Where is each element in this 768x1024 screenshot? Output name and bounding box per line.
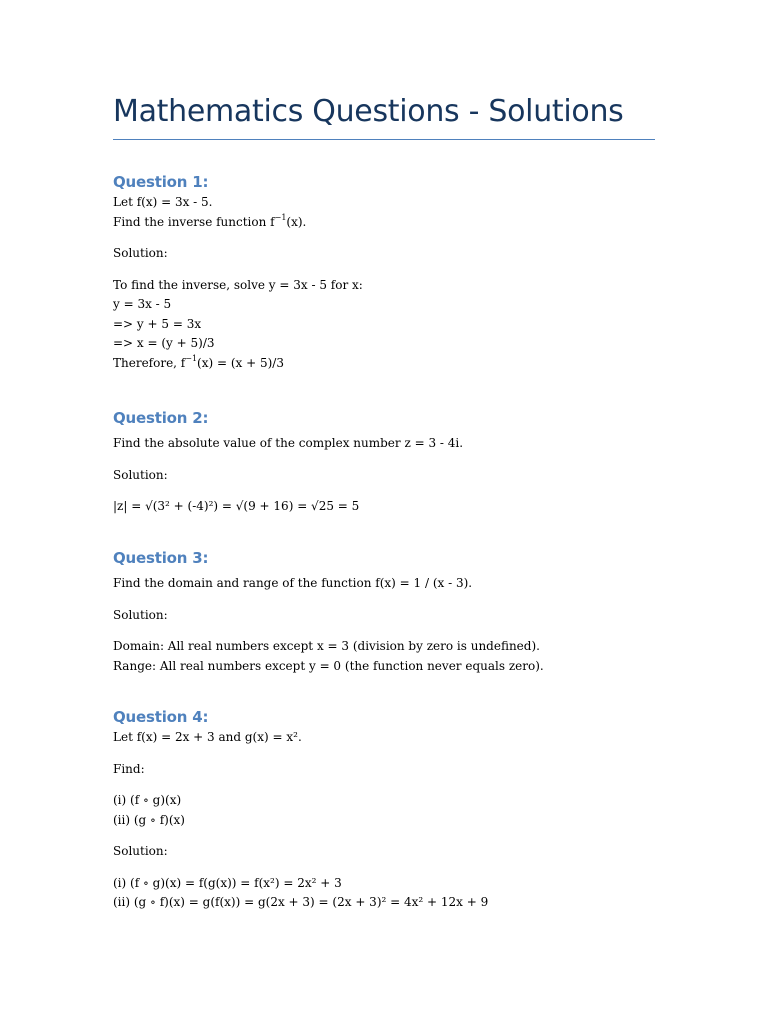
question-text: Let f(x) = 2x + 3 and g(x) = x². <box>113 730 302 744</box>
question-body <box>113 193 655 373</box>
question-text: Let f(x) = 3x - 5. <box>113 195 213 209</box>
solution-text: => y + 5 = 3x <box>113 316 202 331</box>
question-text: Find the inverse function $f^{-1}(x)$. <box>113 212 307 229</box>
question-body <box>113 728 655 913</box>
title-divider <box>113 139 655 140</box>
solution-text: Range: All real numbers except y = 0 (the function never equals zero). <box>113 658 544 673</box>
question-heading: Question 3: <box>113 549 209 567</box>
solution-text: (ii) (g ∘ f)(x) = g(f(x)) = g(2x + 3) = (2x + 3)² = 4x² + 12x + 9 <box>113 895 489 909</box>
solution-label: Solution: <box>113 607 168 622</box>
question-heading: Question 4: <box>113 708 209 726</box>
question-3 <box>113 547 655 676</box>
question-text: (ii) (g ∘ f)(x) <box>113 812 185 827</box>
solution-text: => x = (y + 5)/3 <box>113 336 215 350</box>
solution-text: Therefore, $f^{-1}(x) = (x + 5)/3$ <box>113 353 284 370</box>
solution-text: y = 3x - 5 <box>113 297 172 311</box>
question-body <box>113 574 655 676</box>
solution-text: (i) (f ∘ g)(x) = f(g(x)) = f(x²) = 2x² + 3 <box>113 875 342 890</box>
question-2 <box>113 407 655 517</box>
question-text: Find: <box>113 761 145 776</box>
question-text: Find the absolute value of the complex number z = 3 - 4i. <box>113 436 464 450</box>
question-1 <box>113 171 655 373</box>
question-heading: Question 2: <box>113 409 209 427</box>
solution-label: Solution: <box>113 246 168 260</box>
solution-label: Solution: <box>113 467 168 482</box>
question-text: (i) (f ∘ g)(x) <box>113 793 182 807</box>
solution-text: Domain: All real numbers except x = 3 (division by zero is undefined). <box>113 639 540 653</box>
solution-text: To find the inverse, solve y = 3x - 5 for x: <box>113 277 363 292</box>
solution-label: Solution: <box>113 844 168 858</box>
question-body <box>113 434 655 517</box>
page-title: Mathematics Questions - Solutions <box>113 94 624 129</box>
question-4 <box>113 706 655 913</box>
question-heading: Question 1: <box>113 173 209 191</box>
solution-text: |z| = √(3² + (-4)²) = √(9 + 16) = √25 = 5 <box>113 499 360 513</box>
question-text: Find the domain and range of the function f(x) = 1 / (x - 3). <box>113 576 473 590</box>
